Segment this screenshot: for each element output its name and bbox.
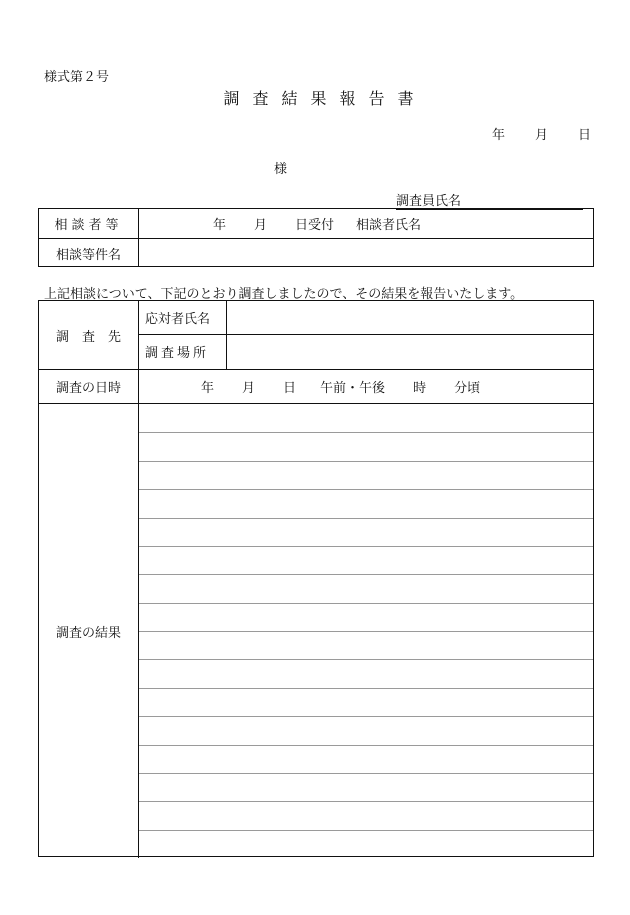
document-title: 調査結果報告書 — [223, 89, 427, 108]
dt-ampm: 午前・午後 — [320, 381, 386, 396]
subject-label: 相談等件名 — [39, 239, 139, 267]
respondent-label: 応対者氏名 — [145, 312, 211, 327]
datetime-field[interactable] — [139, 370, 593, 403]
ruled-line — [139, 518, 593, 519]
ruled-line — [139, 688, 593, 689]
result-writing-area[interactable] — [139, 404, 593, 858]
ruled-line — [139, 432, 593, 433]
form-number: 様式第２号 — [44, 70, 110, 85]
dt-day: 日 — [283, 381, 297, 396]
dt-month: 月 — [242, 381, 256, 396]
receipt-month: 月 — [254, 218, 268, 233]
date-day: 日 — [578, 128, 592, 143]
ruled-line — [139, 659, 593, 660]
consulter-name-label: 相談者氏名 — [356, 218, 422, 233]
ruled-line — [139, 546, 593, 547]
ruled-line — [139, 745, 593, 746]
datetime-label: 調査の日時 — [39, 370, 139, 403]
ruled-line — [139, 631, 593, 632]
place-field[interactable] — [227, 334, 593, 368]
site-sublabels — [139, 301, 227, 369]
receipt-day: 日受付 — [295, 218, 335, 233]
investigation-table — [38, 300, 594, 857]
investigator-name-field[interactable] — [396, 190, 583, 210]
investigator-label: 調査員氏名 — [396, 194, 462, 209]
ruled-line — [139, 489, 593, 490]
datetime-row — [39, 370, 593, 404]
dt-hour: 時 — [413, 381, 427, 396]
report-date — [492, 124, 591, 143]
consultation-table — [38, 208, 594, 267]
receipt-year: 年 — [213, 218, 227, 233]
ruled-line — [139, 461, 593, 462]
consulter-row — [39, 209, 593, 238]
site-values — [227, 301, 593, 369]
subject-row — [39, 238, 593, 267]
ruled-line — [139, 603, 593, 604]
site-row — [39, 301, 593, 370]
receipt-info-field[interactable] — [139, 209, 593, 238]
ruled-line — [139, 801, 593, 802]
consulter-label: 相談者等 — [39, 209, 139, 238]
ruled-line — [139, 574, 593, 575]
dt-minute: 分頃 — [454, 381, 481, 396]
place-label: 調査場所 — [139, 334, 226, 368]
date-month: 月 — [535, 128, 549, 143]
site-label: 調 査 先 — [39, 301, 139, 369]
result-label: 調査の結果 — [39, 404, 139, 858]
ruled-line — [139, 716, 593, 717]
subject-field[interactable] — [139, 239, 593, 267]
addressee-suffix: 様 — [274, 162, 288, 177]
intro-text: 上記相談について、下記のとおり調査しましたので、その結果を報告いたします。 — [44, 287, 524, 302]
ruled-line — [139, 773, 593, 774]
date-year: 年 — [492, 128, 506, 143]
dt-year: 年 — [201, 381, 215, 396]
ruled-line — [139, 830, 593, 831]
respondent-field[interactable] — [227, 301, 593, 334]
result-row — [39, 404, 593, 858]
